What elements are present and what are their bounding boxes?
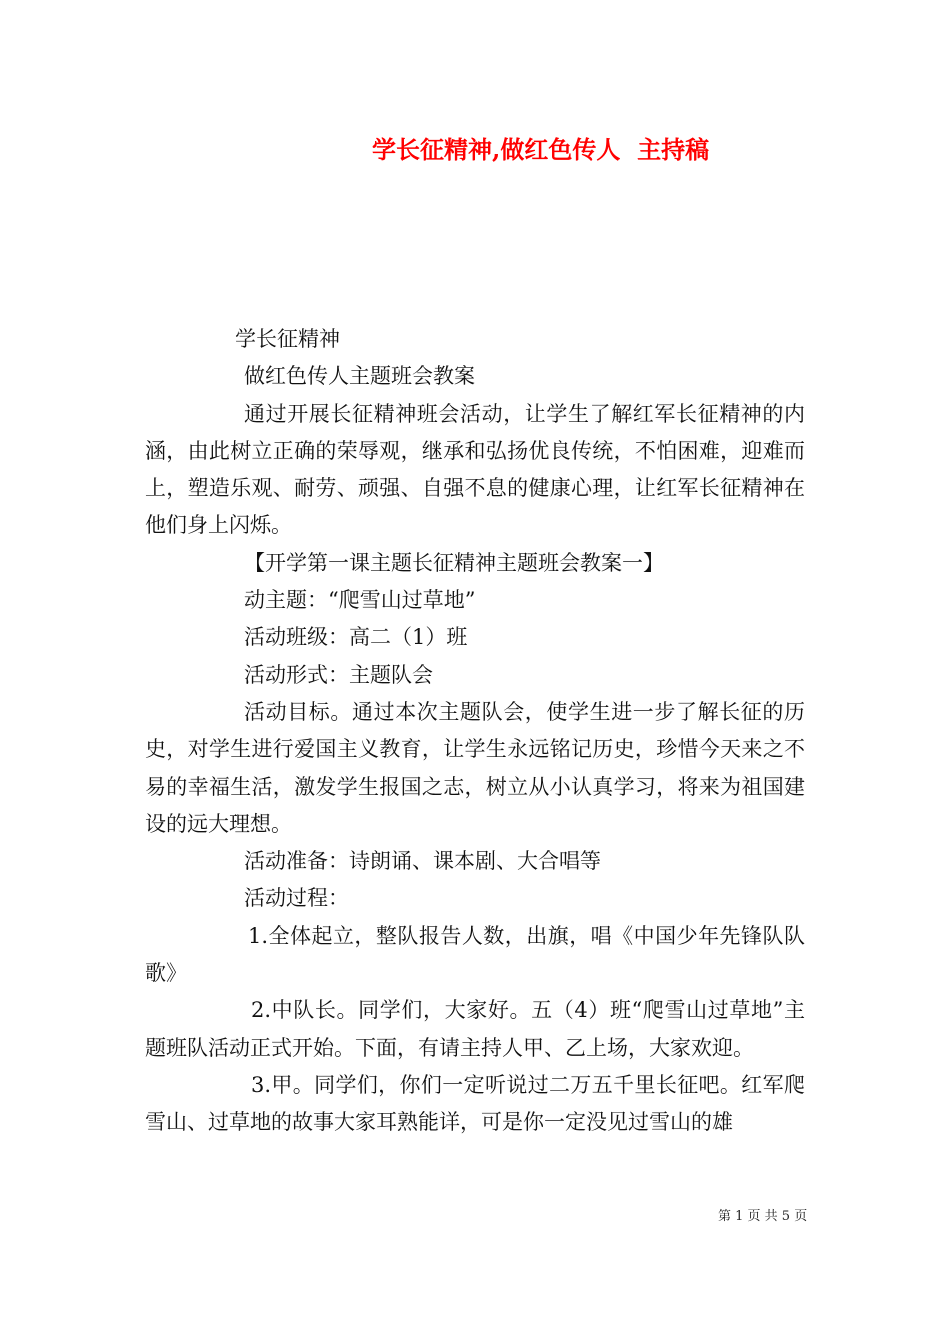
body-paragraph: 动主题：“爬雪山过草地” <box>244 588 476 613</box>
body-paragraph: 做红色传人主题班会教案 <box>244 364 475 389</box>
body-paragraph: 2.中队长。同学们，大家好。五（4）班“爬雪山过草地”主题班队活动正式开始。下面，有请主持人甲、乙上场，大家欢迎。 <box>145 998 805 1060</box>
body-paragraph: 活动过程： <box>244 886 349 911</box>
page-number-footer: 第 1 页 共 5 页 <box>718 1209 808 1224</box>
body-paragraph: 活动形式：主题队会 <box>244 662 433 687</box>
body-paragraph: 活动准备：诗朗诵、课本剧、大合唱等 <box>244 849 601 874</box>
body-paragraph: 活动班级：高二（1）班 <box>244 625 468 650</box>
document-body <box>145 321 805 1142</box>
body-paragraph: 【开学第一课主题长征精神主题班会教案一】 <box>244 550 664 575</box>
body-paragraph: 通过开展长征精神班会活动，让学生了解红军长征精神的内涵，由此树立正确的荣辱观，继承和弘扬优良传统，不怕困难，迎难而上，塑造乐观、耐劳、顽强、自强不息的健康心理，让红军长征精神在他们身上闪烁。 <box>145 401 805 538</box>
body-paragraph: 1.全体起立，整队报告人数，出旗，唱《中国少年先锋队队歌》 <box>145 923 805 986</box>
body-paragraph: 活动目标。通过本次主题队会，使学生进一步了解长征的历史，对学生进行爱国主义教育，让学生永远铭记历史，珍惜今天来之不易的幸福生活，激发学生报国之志，树立从小认真学习，将来为祖国建设的远大理想。 <box>145 699 805 836</box>
body-paragraph: 学长征精神 <box>235 327 340 351</box>
body-paragraph: 3.甲。同学们，你们一定听说过二万五千里长征吧。红军爬雪山、过草地的故事大家耳熟能详，可是你一定没见过雪山的雄 <box>145 1072 805 1135</box>
document-title: 学长征精神,做红色传人 主持稿 <box>372 135 710 164</box>
